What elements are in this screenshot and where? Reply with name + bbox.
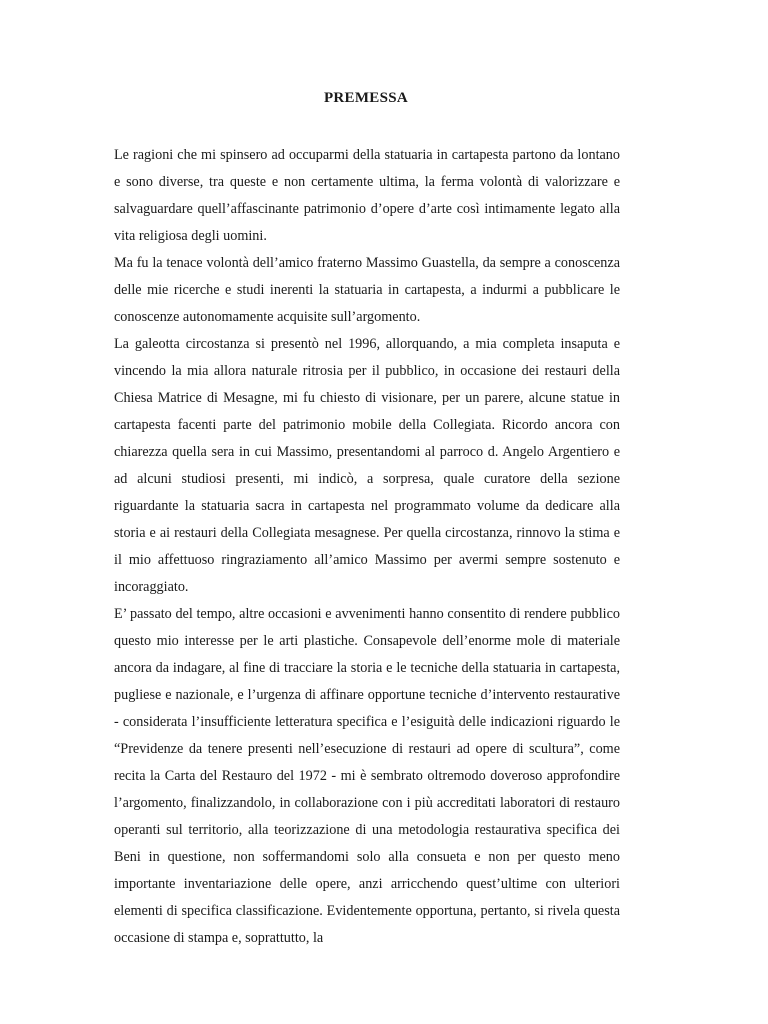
body-text [114, 142, 620, 952]
paragraph-1: Le ragioni che mi spinsero ad occuparmi della statuaria in cartapesta partono da lontano e sono diverse, tra queste e non certamente ultima, la ferma volontà di valorizzare e salvaguardare quell’affascinante patrimonio d’opere d’arte così intimamente legato alla vita religiosa degli uomini. [114, 147, 620, 244]
page-title: PREMESSA [323, 90, 409, 106]
paragraph-2: Ma fu la tenace volontà dell’amico fraterno Massimo Guastella, da sempre a conoscenza delle mie ricerche e studi inerenti la statuaria in cartapesta, a indurmi a pubblicare le conoscenze autonomamente acquisite sull’argomento. [114, 255, 620, 325]
paragraph-4: E’ passato del tempo, altre occasioni e avvenimenti hanno consentito di rendere pubblico questo mio interesse per le arti plastiche. Consapevole dell’enorme mole di materiale ancora da indagare, al fine di tracciare la storia e le tecniche della statuaria in cartapesta, pugliese e nazionale, e l’urgenza di affinare opportune tecniche d’intervento restaurative - considerata l’insufficiente letteratura specifica e l’esiguità delle indicazioni riguardo le “Previdenze da tenere presenti nell’esecuzione di restauri ad opere di scultura”, come recita la Carta del Restauro del 1972 - mi è sembrato oltremodo doveroso approfondire l’argomento, finalizzandolo, in collaborazione con i più accreditati laboratori di restauro operanti sul territorio, alla teorizzazione di una metodologia restaurativa specifica dei Beni in questione, non soffermandomi solo alla consueta e non per questo meno importante inventariazione delle opere, anzi arricchendo quest’ultime con ulteriori elementi di specifica classificazione. Evidentemente opportuna, pertanto, si rivela questa occasione di stampa e, soprattutto, la [114, 606, 620, 946]
paragraph-3: La galeotta circostanza si presentò nel 1996, allorquando, a mia completa insaputa e vincendo la mia allora naturale ritrosia per il pubblico, in occasione dei restauri della Chiesa Matrice di Mesagne, mi fu chiesto di visionare, per un parere, alcune statue in cartapesta facenti parte del patrimonio mobile della Collegiata. Ricordo ancora con chiarezza quella sera in cui Massimo, presentandomi al parroco d. Angelo Argentiero e ad alcuni studiosi presenti, mi indicò, a sorpresa, quale curatore della sezione riguardante la statuaria sacra in cartapesta nel programmato volume da dedicare alla storia e ai restauri della Collegiata mesagnese. Per quella circostanza, rinnovo la stima e il mio affettuoso ringraziamento all’amico Massimo per avermi sempre sostenuto e incoraggiato. [114, 336, 620, 595]
